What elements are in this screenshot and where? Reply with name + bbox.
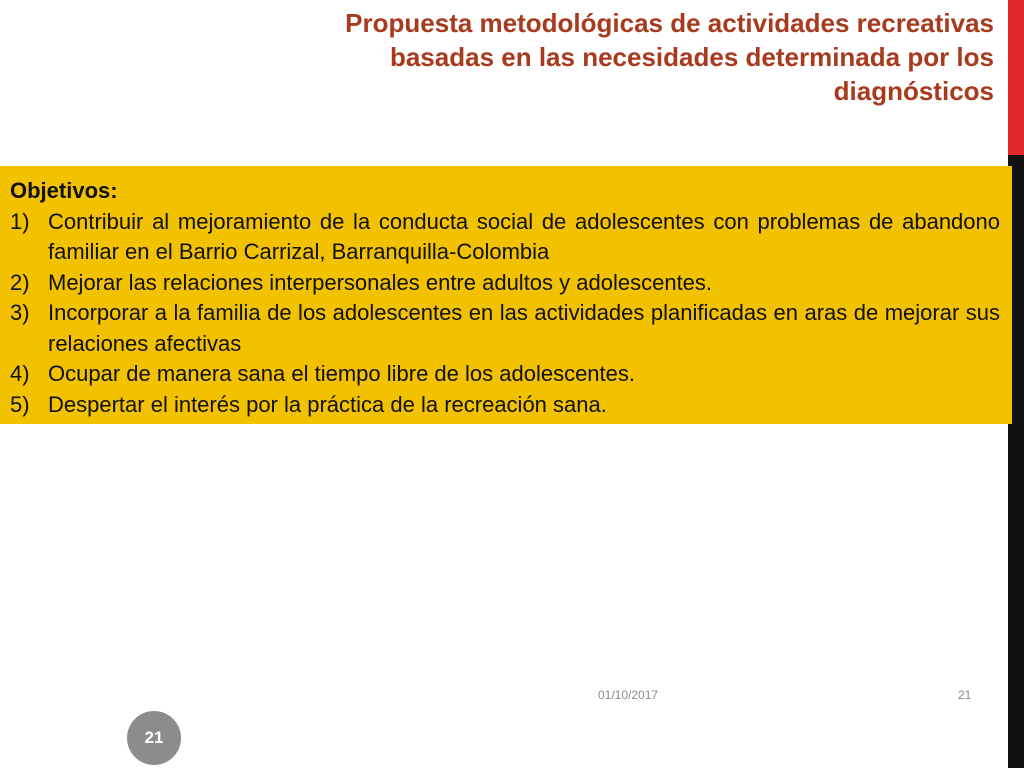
- objective-text: Mejorar las relaciones interpersonales entre adultos y adolescentes.: [48, 269, 713, 295]
- objectives-box: [0, 166, 1012, 424]
- objective-item: [10, 207, 1000, 268]
- slide-number-badge: 21: [127, 711, 181, 765]
- objective-item: [10, 390, 1000, 421]
- objectives-list: [10, 207, 1000, 421]
- objective-text: Incorporar a la familia de los adolescentes en las actividades planificadas en aras de mejorar sus relaciones afectivas: [48, 300, 1000, 356]
- objective-number: 3): [10, 300, 30, 325]
- objective-number: 5): [10, 391, 30, 417]
- objective-number: 4): [10, 361, 30, 386]
- objective-text: Despertar el interés por la práctica de la recreación sana.: [48, 391, 607, 417]
- objective-item: [10, 268, 1000, 299]
- slide-title: Propuesta metodológicas de actividades recreativas basadas en las necesidades determinada por los diagnósticos: [345, 8, 994, 106]
- objective-item: [10, 359, 1000, 390]
- objective-text: Ocupar de manera sana el tiempo libre de los adolescentes.: [48, 361, 636, 386]
- objective-number: 2): [10, 269, 30, 295]
- objectives-heading: Objetivos:: [10, 178, 118, 203]
- objective-number: 1): [10, 208, 30, 234]
- footer-page-number: 21: [958, 688, 972, 702]
- objective-item: [10, 298, 1000, 359]
- footer-date: 01/10/2017: [598, 688, 659, 702]
- objective-text: Contribuir al mejoramiento de la conducta social de adolescentes con problemas de abandono familiar en el Barrio Carrizal, Barranquilla-Colombia: [48, 208, 1000, 264]
- accent-bar-red: [1008, 0, 1024, 155]
